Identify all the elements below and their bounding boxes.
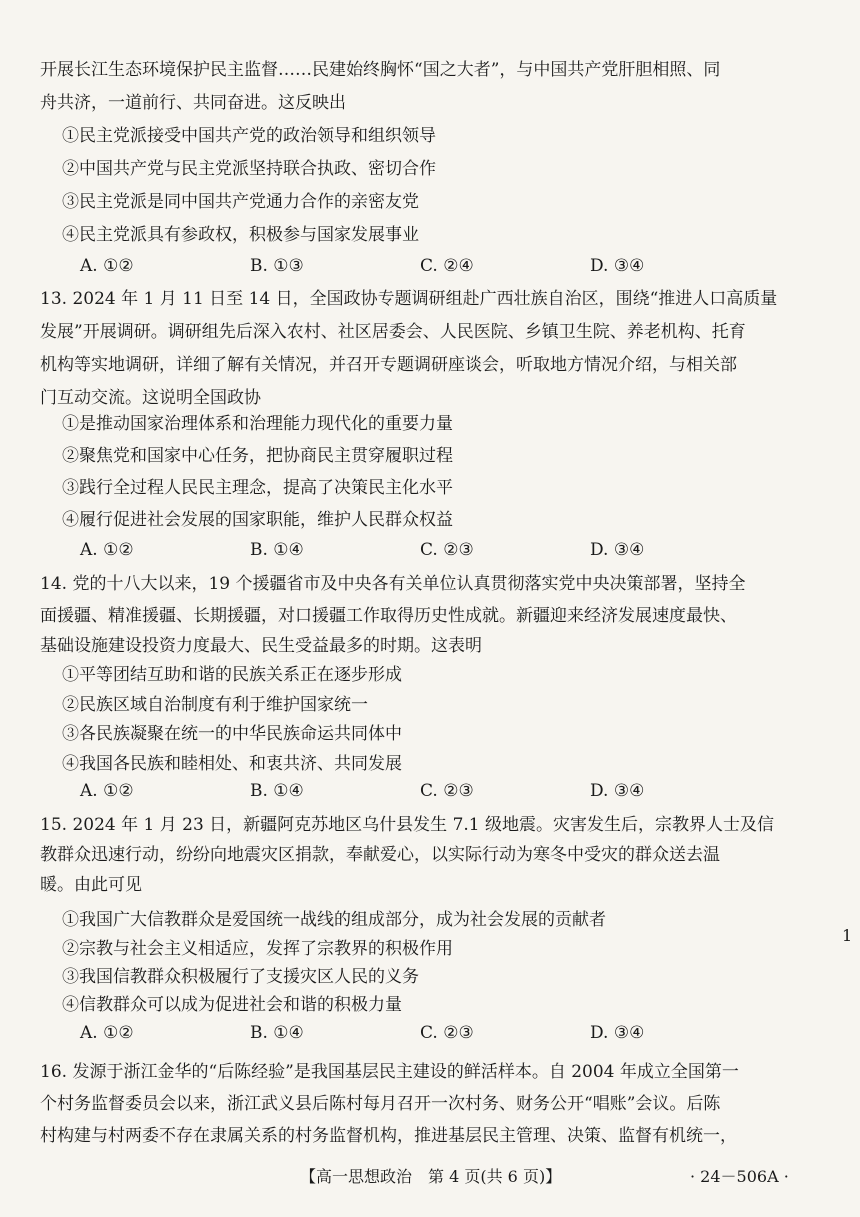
option-d: D. ③④ <box>590 256 645 276</box>
q13-stem-line: 13. 2024 年 1 月 11 日至 14 日，全国政协专题调研组赴广西壮族自治区，围绕“推进人口高质量 <box>40 289 778 309</box>
q14-item: ④我国各民族和睦相处、和衷共济、共同发展 <box>62 754 402 774</box>
option-d: D. ③④ <box>590 540 645 560</box>
footer-code: · 24－506A · <box>690 1167 789 1186</box>
page-footer <box>0 1164 860 1190</box>
q15-stem-line: 暖。由此可见 <box>40 875 142 895</box>
q15-item: ④信教群众可以成为促进社会和谐的积极力量 <box>62 995 402 1015</box>
option-a: A. ①② <box>80 256 134 276</box>
q12-item: ③民主党派是同中国共产党通力合作的亲密友党 <box>62 192 419 212</box>
q12-stem-line: 开展长江生态环境保护民主监督……民建始终胸怀“国之大者”，与中国共产党肝胆相照、同 <box>40 60 721 80</box>
q12-stem-line: 舟共济，一道前行、共同奋进。这反映出 <box>40 93 346 113</box>
q14-stem-line: 14. 党的十八大以来，19 个援疆省市及中央各有关单位认真贯彻落实党中央决策部署，坚持全 <box>40 574 746 594</box>
q15-options <box>80 1021 720 1045</box>
q15-item: ②宗教与社会主义相适应，发挥了宗教界的积极作用 <box>62 939 453 959</box>
q13-item: ①是推动国家治理体系和治理能力现代化的重要力量 <box>62 414 453 434</box>
option-a: A. ①② <box>80 1023 134 1043</box>
q14-item: ①平等团结互助和谐的民族关系正在逐步形成 <box>62 665 402 685</box>
q15-item: ③我国信教群众积极履行了支援灾区人民的义务 <box>62 967 419 987</box>
q15-stem-line: 教群众迅速行动，纷纷向地震灾区捐款，奉献爱心，以实际行动为寒冬中受灾的群众送去温 <box>40 845 720 865</box>
q12-item: ②中国共产党与民主党派坚持联合执政、密切合作 <box>62 159 436 179</box>
margin-number: 1 <box>842 926 853 945</box>
q15-item: ①我国广大信教群众是爱国统一战线的组成部分，成为社会发展的贡献者 <box>62 910 606 930</box>
option-c: C. ②③ <box>420 781 474 801</box>
option-b: B. ①③ <box>250 256 304 276</box>
option-d: D. ③④ <box>590 1023 645 1043</box>
q13-stem-line: 门互动交流。这说明全国政协 <box>40 388 261 408</box>
option-c: C. ②④ <box>420 256 474 276</box>
q14-stem-line: 面援疆、精准援疆、长期援疆，对口援疆工作取得历史性成就。新疆迎来经济发展速度最快、 <box>40 606 737 626</box>
option-a: A. ①② <box>80 540 134 560</box>
option-b: B. ①④ <box>250 540 304 560</box>
q13-stem-line: 发展”开展调研。调研组先后深入农村、社区居委会、人民医院、乡镇卫生院、养老机构、托育 <box>40 322 746 342</box>
option-b: B. ①④ <box>250 781 304 801</box>
q12-item: ④民主党派具有参政权，积极参与国家发展事业 <box>62 225 419 245</box>
q16-stem-line: 个村务监督委员会以来，浙江武义县后陈村每月召开一次村务、财务公开“唱账”会议。后陈 <box>40 1094 721 1114</box>
q15-stem-line: 15. 2024 年 1 月 23 日，新疆阿克苏地区乌什县发生 7.1 级地震。灾害发生后，宗教界人士及信 <box>40 815 775 835</box>
q16-stem-line: 村构建与村两委不存在隶属关系的村务监督机构，推进基层民主管理、决策、监督有机统一， <box>40 1126 737 1146</box>
option-b: B. ①④ <box>250 1023 304 1043</box>
q13-item: ②聚焦党和国家中心任务，把协商民主贯穿履职过程 <box>62 446 453 466</box>
q13-options <box>80 538 720 562</box>
option-a: A. ①② <box>80 781 134 801</box>
q14-stem-line: 基础设施建设投资力度最大、民生受益最多的时期。这表明 <box>40 636 482 656</box>
footer-page-info: 【高一思想政治 第 4 页(共 6 页)】 <box>300 1167 562 1186</box>
q13-item: ④履行促进社会发展的国家职能，维护人民群众权益 <box>62 510 453 530</box>
q14-options <box>80 779 720 803</box>
q13-item: ③践行全过程人民民主理念，提高了决策民主化水平 <box>62 478 453 498</box>
option-c: C. ②③ <box>420 1023 474 1043</box>
q16-stem-line: 16. 发源于浙江金华的“后陈经验”是我国基层民主建设的鲜活样本。自 2004 年成立全国第一 <box>40 1062 739 1082</box>
q12-options <box>80 254 720 278</box>
option-d: D. ③④ <box>590 781 645 801</box>
q14-item: ③各民族凝聚在统一的中华民族命运共同体中 <box>62 724 402 744</box>
q13-stem-line: 机构等实地调研，详细了解有关情况，并召开专题调研座谈会，听取地方情况介绍，与相关部 <box>40 355 737 375</box>
q12-item: ①民主党派接受中国共产党的政治领导和组织领导 <box>62 126 436 146</box>
option-c: C. ②③ <box>420 540 474 560</box>
q14-item: ②民族区域自治制度有利于维护国家统一 <box>62 695 368 715</box>
